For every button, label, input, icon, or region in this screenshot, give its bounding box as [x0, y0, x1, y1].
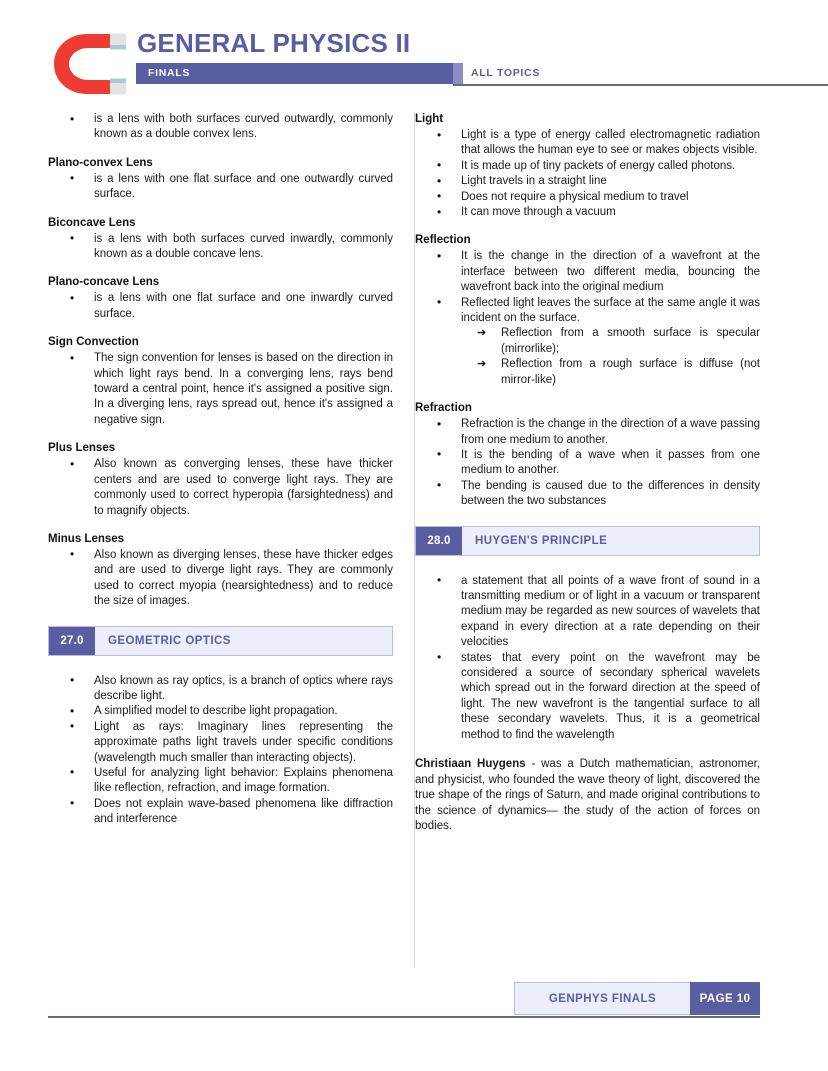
- list-item: • Also known as diverging lenses, these have thicker edges and are used to diverge light rays. They are commonly used to correct myopia (nearsightedness) and to reduce the size of images.: [48, 548, 393, 610]
- footer-course-label: GENPHYS FINALS: [514, 982, 690, 1015]
- section-subheading: Reflection: [415, 234, 471, 247]
- list-item: • It is the bending of a wave when it passes from one medium to another.: [415, 448, 760, 479]
- list-item: • Does not require a physical medium to travel: [415, 190, 760, 205]
- list-item: • The bending is caused due to the differences in density between the two substances: [415, 479, 760, 510]
- content-block: [48, 216, 393, 263]
- content-block: [415, 401, 760, 509]
- closing-paragraph: [415, 757, 760, 835]
- bullet-list: [48, 674, 393, 828]
- content-columns: [48, 112, 760, 968]
- content-block: [415, 112, 760, 220]
- content-block: [48, 532, 393, 610]
- section-title: GEOMETRIC OPTICS: [108, 634, 231, 647]
- list-item: • is a lens with one flat surface and one inwardly curved surface.: [48, 291, 393, 322]
- closing-paragraph-rest: - was a Dutch mathematician, astronomer, and physicist, who founded the wave theory of light, discovered the true shape of the rings of Saturn, and made original contributions to the science of dynamics— the study of the action of forces on bodies.: [415, 758, 761, 833]
- list-item: • Useful for analyzing light behavior: Explains phenomena like reflection, refraction, and image formation.: [48, 766, 393, 797]
- section-subheading: Plano-concave Lens: [48, 276, 160, 289]
- page-header: [48, 28, 760, 104]
- scope-label: ALL TOPICS: [471, 67, 541, 79]
- content-block: [415, 233, 760, 388]
- bullet-list: [48, 351, 393, 428]
- content-block: [48, 335, 393, 428]
- section-banner-huygens-principle: [415, 526, 760, 556]
- list-item: • Light is a type of energy called electromagnetic radiation that allows the human eye to see or makes objects visible.: [415, 128, 760, 159]
- bullet-list: [415, 417, 760, 509]
- page-footer: [48, 982, 760, 1030]
- section-title: HUYGEN'S PRINCIPLE: [475, 534, 608, 547]
- section-banner-geometric-optics: [48, 626, 393, 656]
- title-block: [136, 28, 760, 84]
- footer-page-number: PAGE 10: [690, 982, 760, 1015]
- list-item: • a statement that all points of a wave front of sound in a transmitting medium or of light in a vacuum or transparent medium may be regarded as new sources of wavelets that expand in every direction at a rate depending on their velocities: [415, 574, 760, 651]
- list-item: • is a lens with both surfaces curved inwardly, commonly known as a double concave lens.: [48, 232, 393, 263]
- section-subheading: Plus Lenses: [48, 442, 116, 455]
- content-block: [48, 112, 393, 143]
- arrow-sub-list: [415, 326, 760, 388]
- content-block: [48, 156, 393, 203]
- list-item: • Light travels in a straight line: [415, 174, 760, 189]
- footer-tag-group: [514, 982, 760, 1015]
- section-subheading: Minus Lenses: [48, 532, 125, 545]
- bullet-list: [48, 548, 393, 610]
- list-item: • Refraction is the change in the direction of a wave passing from one medium to another.: [415, 417, 760, 448]
- bullet-list: [415, 574, 760, 743]
- bullet-list: [415, 128, 760, 220]
- list-item: • Also known as ray optics, is a branch of optics where rays describe light.: [48, 674, 393, 705]
- section-number: 27.0: [49, 627, 95, 655]
- list-item: • Does not explain wave-based phenomena like diffraction and interference: [48, 797, 393, 828]
- list-item: • Reflected light leaves the surface at the same angle it was incident on the surface.: [415, 296, 760, 327]
- closing-paragraph-lead: Christiaan Huygens: [415, 758, 526, 770]
- list-item: • is a lens with one flat surface and one outwardly curved surface.: [48, 172, 393, 203]
- section-subheading: Sign Convection: [48, 336, 139, 349]
- list-item: • The sign convention for lenses is based on the direction in which light rays bend. In a converging lens, rays bend toward a central point, hence it's assigned a positive sign. In a diverging lens, rays spread out, hence it's assigned a negative sign.: [48, 351, 393, 428]
- list-item: • states that every point on the wavefront may be considered a source of secondary spherical wavelets which spread out in the forward direction at the speed of light. The new wavefront is the tangential surface to all these secondary wavelets. Thus, it is a geometrical method to find the wavelength: [415, 651, 760, 743]
- list-item: • It can move through a vacuum: [415, 205, 760, 220]
- bullet-list: [48, 457, 393, 519]
- list-item: • Also known as converging lenses, these have thicker centers and are used to converge light rays. They are commonly used to correct hyperopia (farsightedness) and to magnify objects.: [48, 457, 393, 519]
- list-item: • It is the change in the direction of a wavefront at the interface between two different media, bouncing the wavefront back into the original medium: [415, 249, 760, 295]
- section-subheading: Plano-convex Lens: [48, 156, 153, 169]
- section-subheading: Light: [415, 113, 444, 125]
- content-block: [48, 441, 393, 519]
- right-column: [415, 112, 760, 835]
- list-item: • Light as rays: Imaginary lines representing the approximate paths light travels under specific conditions (wavelength much smaller than interacting objects).: [48, 720, 393, 766]
- page-title: GENERAL PHYSICS II: [137, 28, 411, 58]
- horseshoe-magnet-icon: [48, 30, 126, 98]
- left-column: [48, 112, 393, 828]
- header-subbar: [136, 63, 760, 84]
- term-badge: FINALS: [136, 63, 453, 84]
- content-block: [48, 275, 393, 322]
- sub-list-item: ➔ Reflection from a rough surface is diffuse (not mirror-like): [415, 357, 760, 388]
- footer-divider: [48, 1016, 760, 1018]
- list-item: • is a lens with both surfaces curved outwardly, commonly known as a double convex lens.: [48, 112, 393, 143]
- bullet-list: [48, 291, 393, 322]
- section-subheading: Biconcave Lens: [48, 216, 136, 229]
- section-subheading: Refraction: [415, 402, 472, 415]
- section-number: 28.0: [416, 527, 462, 555]
- header-divider: [453, 84, 828, 86]
- bullet-list: [48, 172, 393, 203]
- list-item: • It is made up of tiny packets of energy called photons.: [415, 159, 760, 174]
- subbar-tab-marker: [453, 63, 463, 84]
- list-item: • A simplified model to describe light propagation.: [48, 704, 393, 719]
- sub-list-item: ➔ Reflection from a smooth surface is specular (mirrorlike);: [415, 326, 760, 357]
- bullet-list: [48, 112, 393, 143]
- bullet-list: [415, 249, 760, 326]
- bullet-list: [48, 232, 393, 263]
